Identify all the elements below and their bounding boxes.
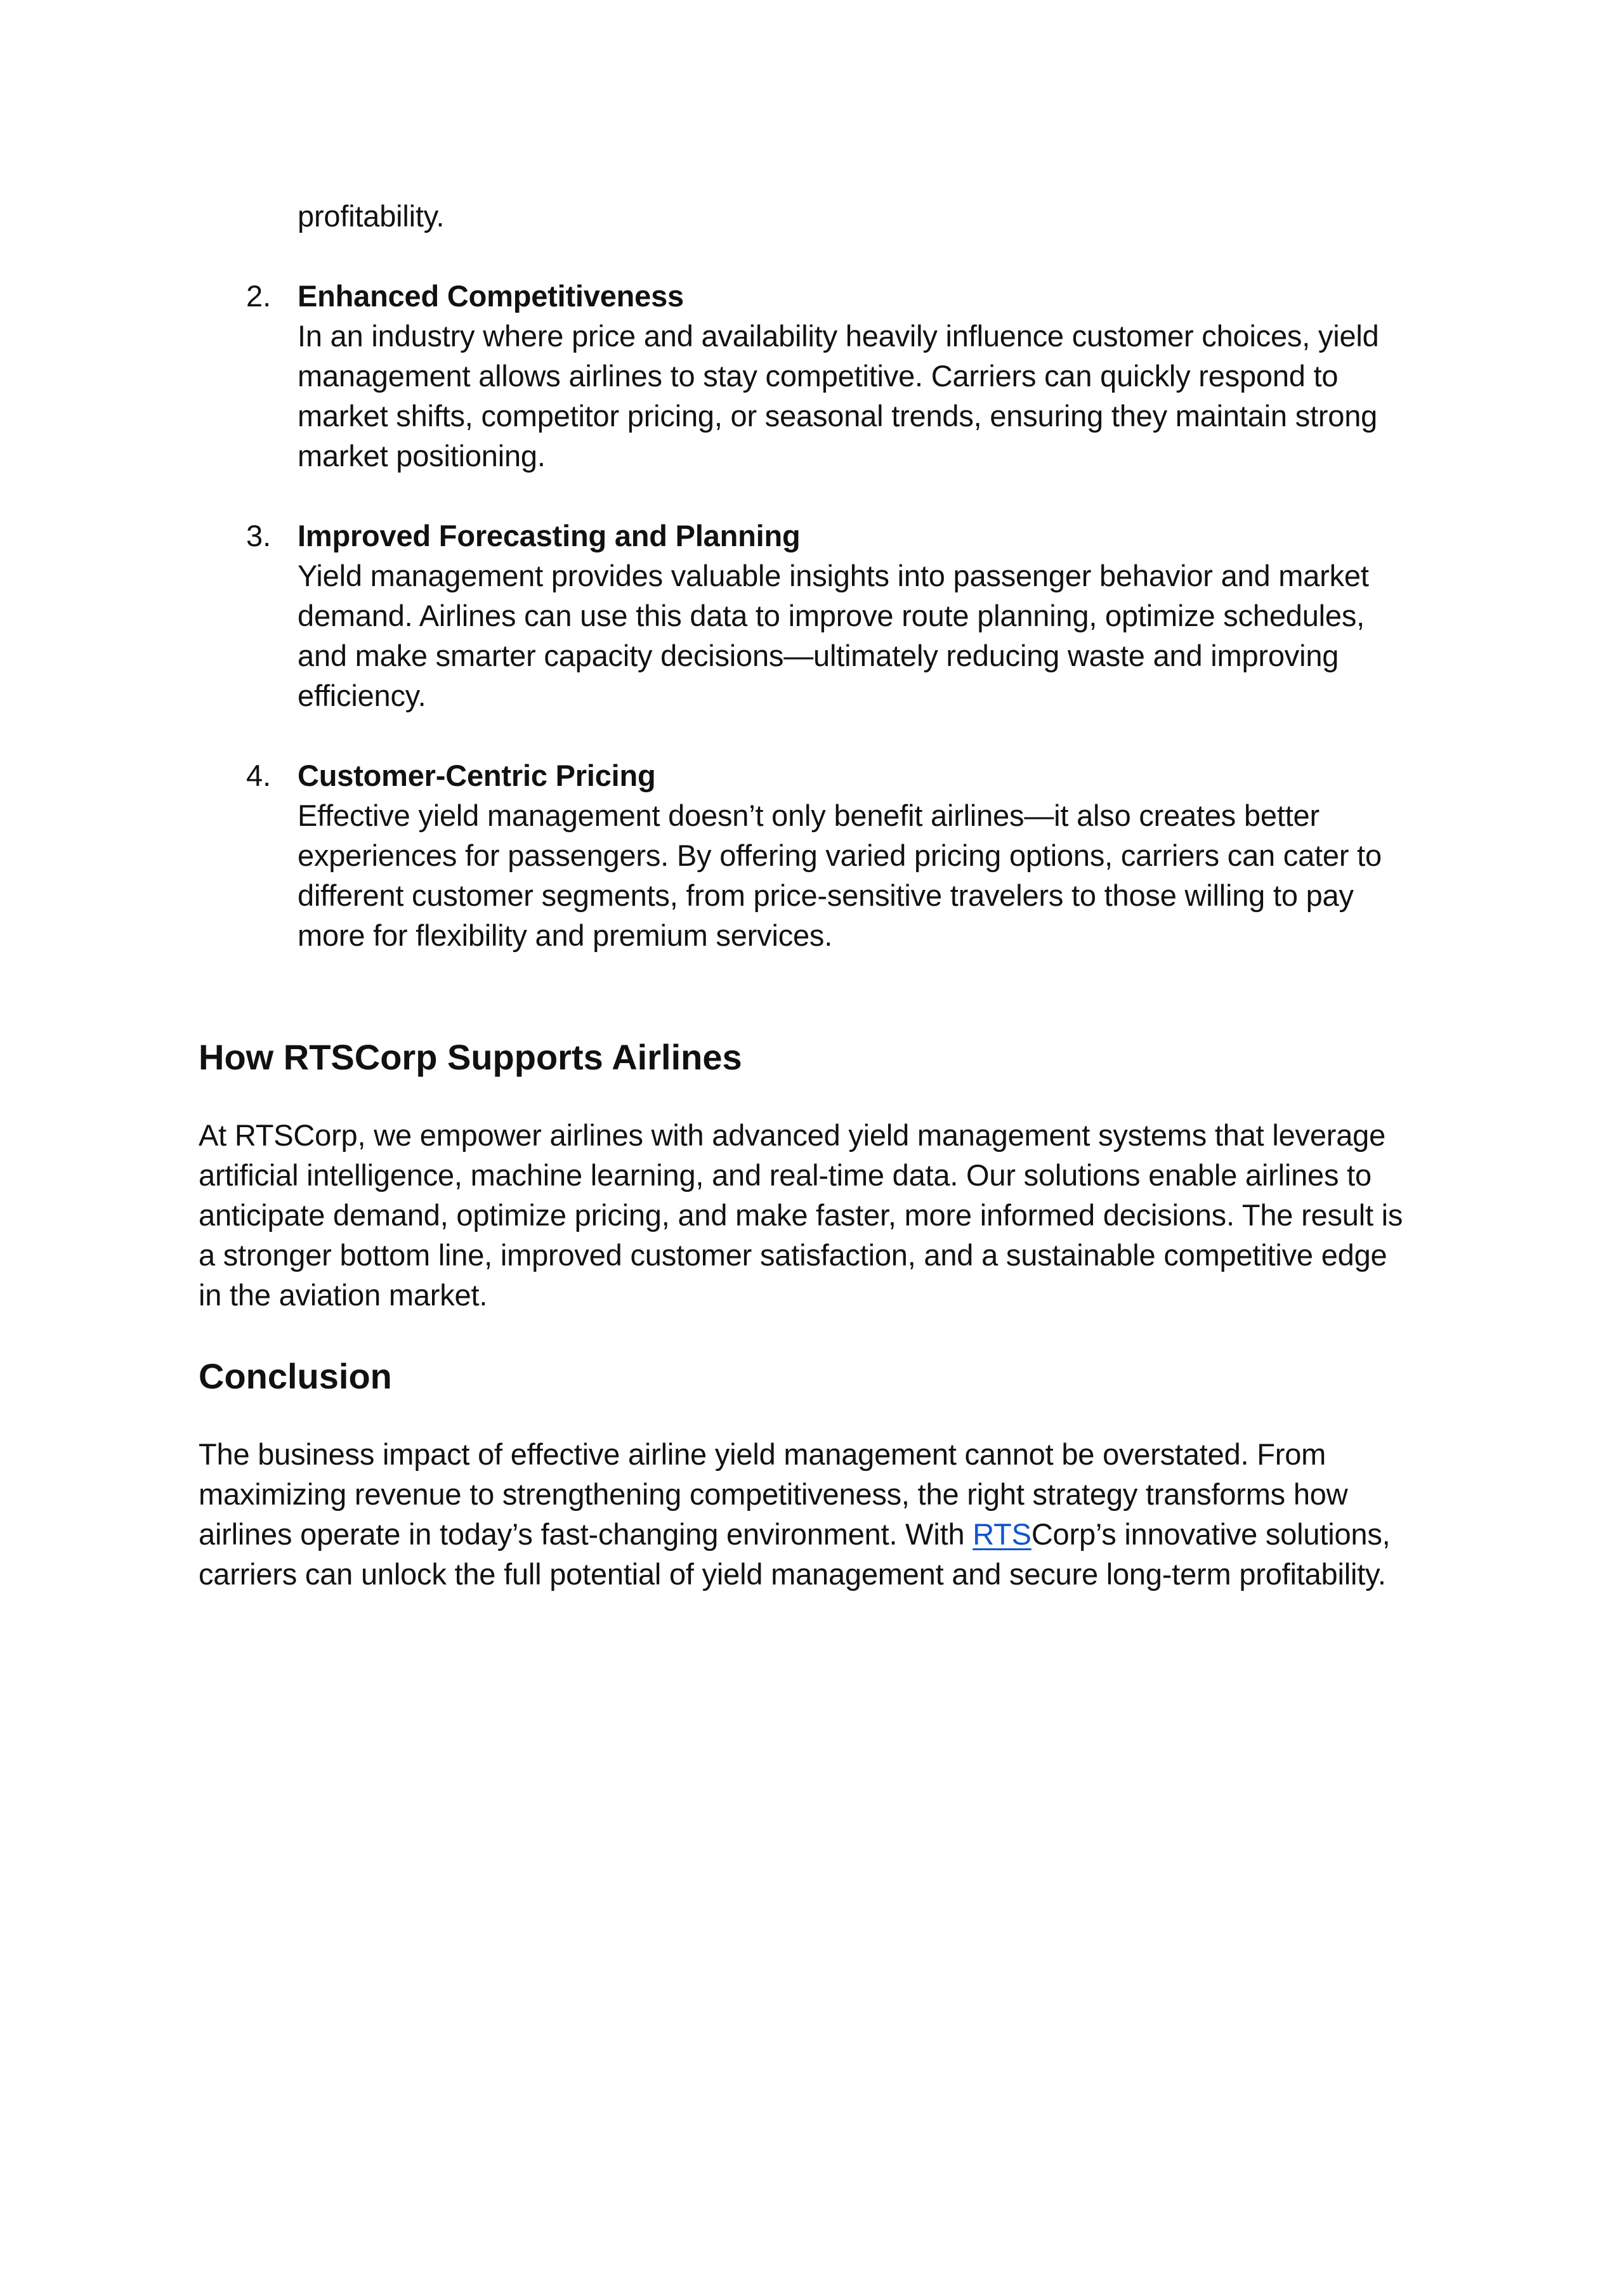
list-item-title: Enhanced Competitiveness bbox=[298, 279, 684, 313]
paragraph-text: Corp’s innovative solutions, bbox=[1031, 1517, 1391, 1551]
paragraph-line: maximizing revenue to strengthening competitiveness, the right strategy transforms how bbox=[199, 1477, 1348, 1511]
section-heading-support: How RTSCorp Supports Airlines bbox=[199, 1037, 742, 1077]
list-item-line: demand. Airlines can use this data to improve route planning, optimize schedules, bbox=[298, 599, 1365, 632]
paragraph-line: At RTSCorp, we empower airlines with advanced yield management systems that leverage bbox=[199, 1118, 1386, 1152]
list-item-title: Improved Forecasting and Planning bbox=[298, 519, 801, 552]
paragraph-line: anticipate demand, optimize pricing, and make faster, more informed decisions. The result is bbox=[199, 1198, 1403, 1232]
list-item-line: management allows airlines to stay competitive. Carriers can quickly respond to bbox=[298, 359, 1339, 393]
paragraph-line: in the aviation market. bbox=[199, 1278, 488, 1312]
list-item-line: Effective yield management doesn’t only benefit airlines—it also creates better bbox=[298, 799, 1320, 832]
list-number: 3. bbox=[246, 519, 272, 552]
list-number: 2. bbox=[246, 279, 272, 313]
paragraph-line: carriers can unlock the full potential of yield management and secure long-term profitability. bbox=[199, 1557, 1386, 1591]
list-item-line: and make smarter capacity decisions—ultimately reducing waste and improving bbox=[298, 639, 1339, 672]
continuation-text: profitability. bbox=[298, 199, 445, 233]
list-item-line: Yield management provides valuable insights into passenger behavior and market bbox=[298, 559, 1369, 592]
list-item-title: Customer-Centric Pricing bbox=[298, 759, 656, 792]
paragraph-line-with-link bbox=[199, 1514, 1391, 1554]
list-item-line: more for flexibility and premium services. bbox=[298, 918, 833, 952]
paragraph-line: The business impact of effective airline yield management cannot be overstated. From bbox=[199, 1437, 1326, 1471]
section-heading-conclusion: Conclusion bbox=[199, 1356, 392, 1396]
list-item-line: market shifts, competitor pricing, or seasonal trends, ensuring they maintain strong bbox=[298, 399, 1378, 433]
list-item-line: In an industry where price and availability heavily influence customer choices, yield bbox=[298, 319, 1379, 353]
paragraph-line: a stronger bottom line, improved customer satisfaction, and a sustainable competitive edge bbox=[199, 1238, 1387, 1272]
list-item-line: market positioning. bbox=[298, 439, 546, 473]
paragraph-line: artificial intelligence, machine learning, and real-time data. Our solutions enable airlines to bbox=[199, 1158, 1372, 1192]
paragraph-text: airlines operate in today’s fast-changing environment. With bbox=[199, 1517, 973, 1551]
list-item-line: experiences for passengers. By offering varied pricing options, carriers can cater to bbox=[298, 839, 1382, 872]
list-item-line: different customer segments, from price-sensitive travelers to those willing to pay bbox=[298, 879, 1354, 912]
list-item-line: efficiency. bbox=[298, 679, 426, 712]
rts-link[interactable]: RTS bbox=[972, 1517, 1031, 1551]
list-number: 4. bbox=[246, 759, 272, 792]
